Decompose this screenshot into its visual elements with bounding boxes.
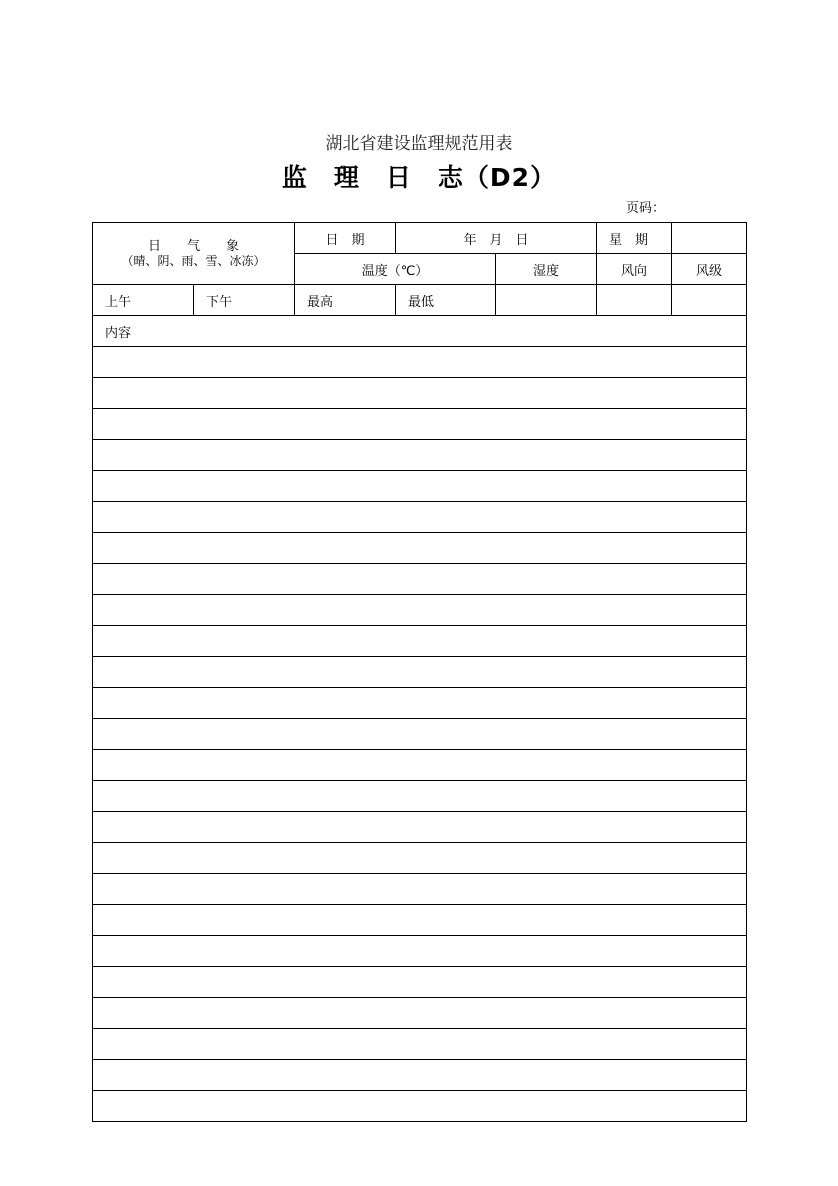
morning-weather-field[interactable]: 上午 (93, 285, 194, 316)
content-line-field[interactable] (93, 347, 747, 378)
content-line-row (93, 998, 747, 1029)
content-line-row (93, 626, 747, 657)
min-temperature-field[interactable]: 最低 (396, 285, 496, 316)
wind-level-value-field[interactable] (672, 285, 747, 316)
weekday-value-field[interactable] (672, 223, 747, 254)
content-line-field[interactable] (93, 409, 747, 440)
content-line-field[interactable] (93, 688, 747, 719)
weather-header-cell (93, 223, 295, 285)
content-line-field[interactable] (93, 812, 747, 843)
content-line-field[interactable] (93, 564, 747, 595)
page-title: 监 理 日 志（D2） (281, 163, 557, 192)
content-line-row (93, 502, 747, 533)
content-line-row (93, 781, 747, 812)
content-line-field[interactable] (93, 781, 747, 812)
content-line-row (93, 905, 747, 936)
content-line-field[interactable] (93, 440, 747, 471)
content-line-row (93, 1060, 747, 1091)
supervision-log-table (92, 222, 747, 1122)
content-line-field[interactable] (93, 1029, 747, 1060)
content-line-row (93, 688, 747, 719)
content-line-field[interactable] (93, 874, 747, 905)
content-line-field[interactable] (93, 595, 747, 626)
date-label: 日 期 (295, 223, 396, 254)
content-line-field[interactable] (93, 1091, 747, 1122)
wind-direction-label: 风向 (597, 254, 672, 285)
content-line-row (93, 874, 747, 905)
content-line-field[interactable] (93, 626, 747, 657)
page-number-label: 页码： (626, 201, 666, 216)
max-temperature-field[interactable]: 最高 (295, 285, 396, 316)
content-line-row (93, 409, 747, 440)
content-lines (93, 347, 747, 1122)
weather-label: 日 气 象 (148, 238, 240, 254)
content-line-field[interactable] (93, 719, 747, 750)
content-line-row (93, 719, 747, 750)
content-line-row (93, 1029, 747, 1060)
content-line-row (93, 812, 747, 843)
content-line-row (93, 750, 747, 781)
wind-level-label: 风级 (672, 254, 747, 285)
content-line-field[interactable] (93, 471, 747, 502)
content-label: 内容 (93, 316, 747, 347)
content-line-field[interactable] (93, 905, 747, 936)
content-line-row (93, 967, 747, 998)
content-line-row (93, 533, 747, 564)
content-line-row (93, 440, 747, 471)
content-line-field[interactable] (93, 1060, 747, 1091)
content-line-field[interactable] (93, 750, 747, 781)
weather-options: （晴、阴、雨、雪、冰冻） (121, 253, 266, 268)
wind-direction-value-field[interactable] (597, 285, 672, 316)
content-line-row (93, 595, 747, 626)
content-line-row (93, 1091, 747, 1122)
humidity-label: 湿度 (496, 254, 597, 285)
content-line-row (93, 564, 747, 595)
date-value-field[interactable]: 年 月 日 (396, 223, 597, 254)
content-line-field[interactable] (93, 657, 747, 688)
content-line-row (93, 657, 747, 688)
content-line-row (93, 471, 747, 502)
content-line-field[interactable] (93, 533, 747, 564)
temperature-label: 温度（℃） (295, 254, 496, 285)
content-line-row (93, 936, 747, 967)
humidity-value-field[interactable] (496, 285, 597, 316)
weekday-label: 星 期 (597, 223, 672, 254)
afternoon-weather-field[interactable]: 下午 (194, 285, 295, 316)
content-line-field[interactable] (93, 843, 747, 874)
content-line-field[interactable] (93, 378, 747, 409)
content-line-row (93, 347, 747, 378)
content-line-row (93, 843, 747, 874)
content-line-field[interactable] (93, 502, 747, 533)
content-line-field[interactable] (93, 936, 747, 967)
content-line-field[interactable] (93, 998, 747, 1029)
form-subtitle: 湖北省建设监理规范用表 (325, 134, 513, 154)
content-line-field[interactable] (93, 967, 747, 998)
content-line-row (93, 378, 747, 409)
